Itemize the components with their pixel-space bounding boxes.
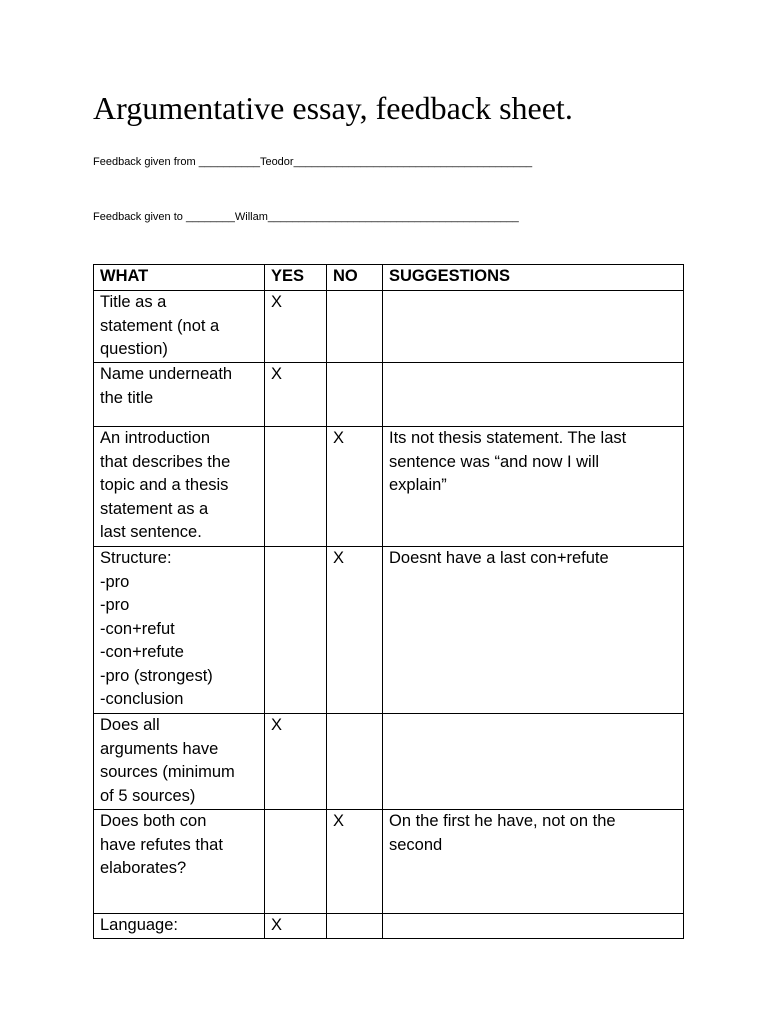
- cell-yes: [265, 810, 327, 914]
- header-no: NO: [327, 265, 383, 291]
- cell-yes: [265, 427, 327, 547]
- cell-yes: X: [265, 914, 327, 939]
- cell-no: [327, 914, 383, 939]
- cell-what: Title as a statement (not a question): [94, 291, 265, 363]
- cell-suggestions: Its not thesis statement. The last sentence was “and now I will explain”: [383, 427, 684, 547]
- cell-no: [327, 714, 383, 810]
- page-title: Argumentative essay, feedback sheet.: [93, 90, 573, 126]
- cell-suggestions: [383, 914, 684, 939]
- cell-suggestions: On the first he have, not on the second: [383, 810, 684, 914]
- cell-no: [327, 363, 383, 427]
- cell-yes: X: [265, 291, 327, 363]
- cell-what: Does all arguments have sources (minimum of 5 sources): [94, 714, 265, 810]
- header-what: WHAT: [94, 265, 265, 291]
- cell-yes: X: [265, 714, 327, 810]
- cell-what: An introduction that describes the topic and a thesis statement as a last sentence.: [94, 427, 265, 547]
- cell-no: X: [327, 547, 383, 714]
- feedback-to-line: Feedback given to ________Willam_________________________________________: [93, 211, 519, 223]
- cell-what: Name underneath the title: [94, 363, 265, 427]
- table-row: [94, 914, 684, 939]
- feedback-from-line: Feedback given from __________Teodor_______________________________________: [93, 156, 533, 168]
- table-row: [94, 291, 684, 363]
- cell-what: Does both con have refutes that elaborates?: [94, 810, 265, 914]
- header-suggestions: SUGGESTIONS: [383, 265, 684, 291]
- table-row: [94, 363, 684, 427]
- header-yes: YES: [265, 265, 327, 291]
- cell-no: X: [327, 427, 383, 547]
- cell-what: Structure: -pro -pro -con+refut -con+refute -pro (strongest) -conclusion: [94, 547, 265, 714]
- table-row: [94, 810, 684, 914]
- cell-suggestions: [383, 363, 684, 427]
- cell-yes: [265, 547, 327, 714]
- cell-suggestions: [383, 714, 684, 810]
- cell-suggestions: [383, 291, 684, 363]
- cell-no: [327, 291, 383, 363]
- cell-what: Language:: [94, 914, 265, 939]
- cell-no: X: [327, 810, 383, 914]
- table-row: [94, 427, 684, 547]
- table-header-row: [94, 265, 684, 291]
- table-row: [94, 714, 684, 810]
- feedback-table: [93, 264, 684, 939]
- table-row: [94, 547, 684, 714]
- cell-yes: X: [265, 363, 327, 427]
- cell-suggestions: Doesnt have a last con+refute: [383, 547, 684, 714]
